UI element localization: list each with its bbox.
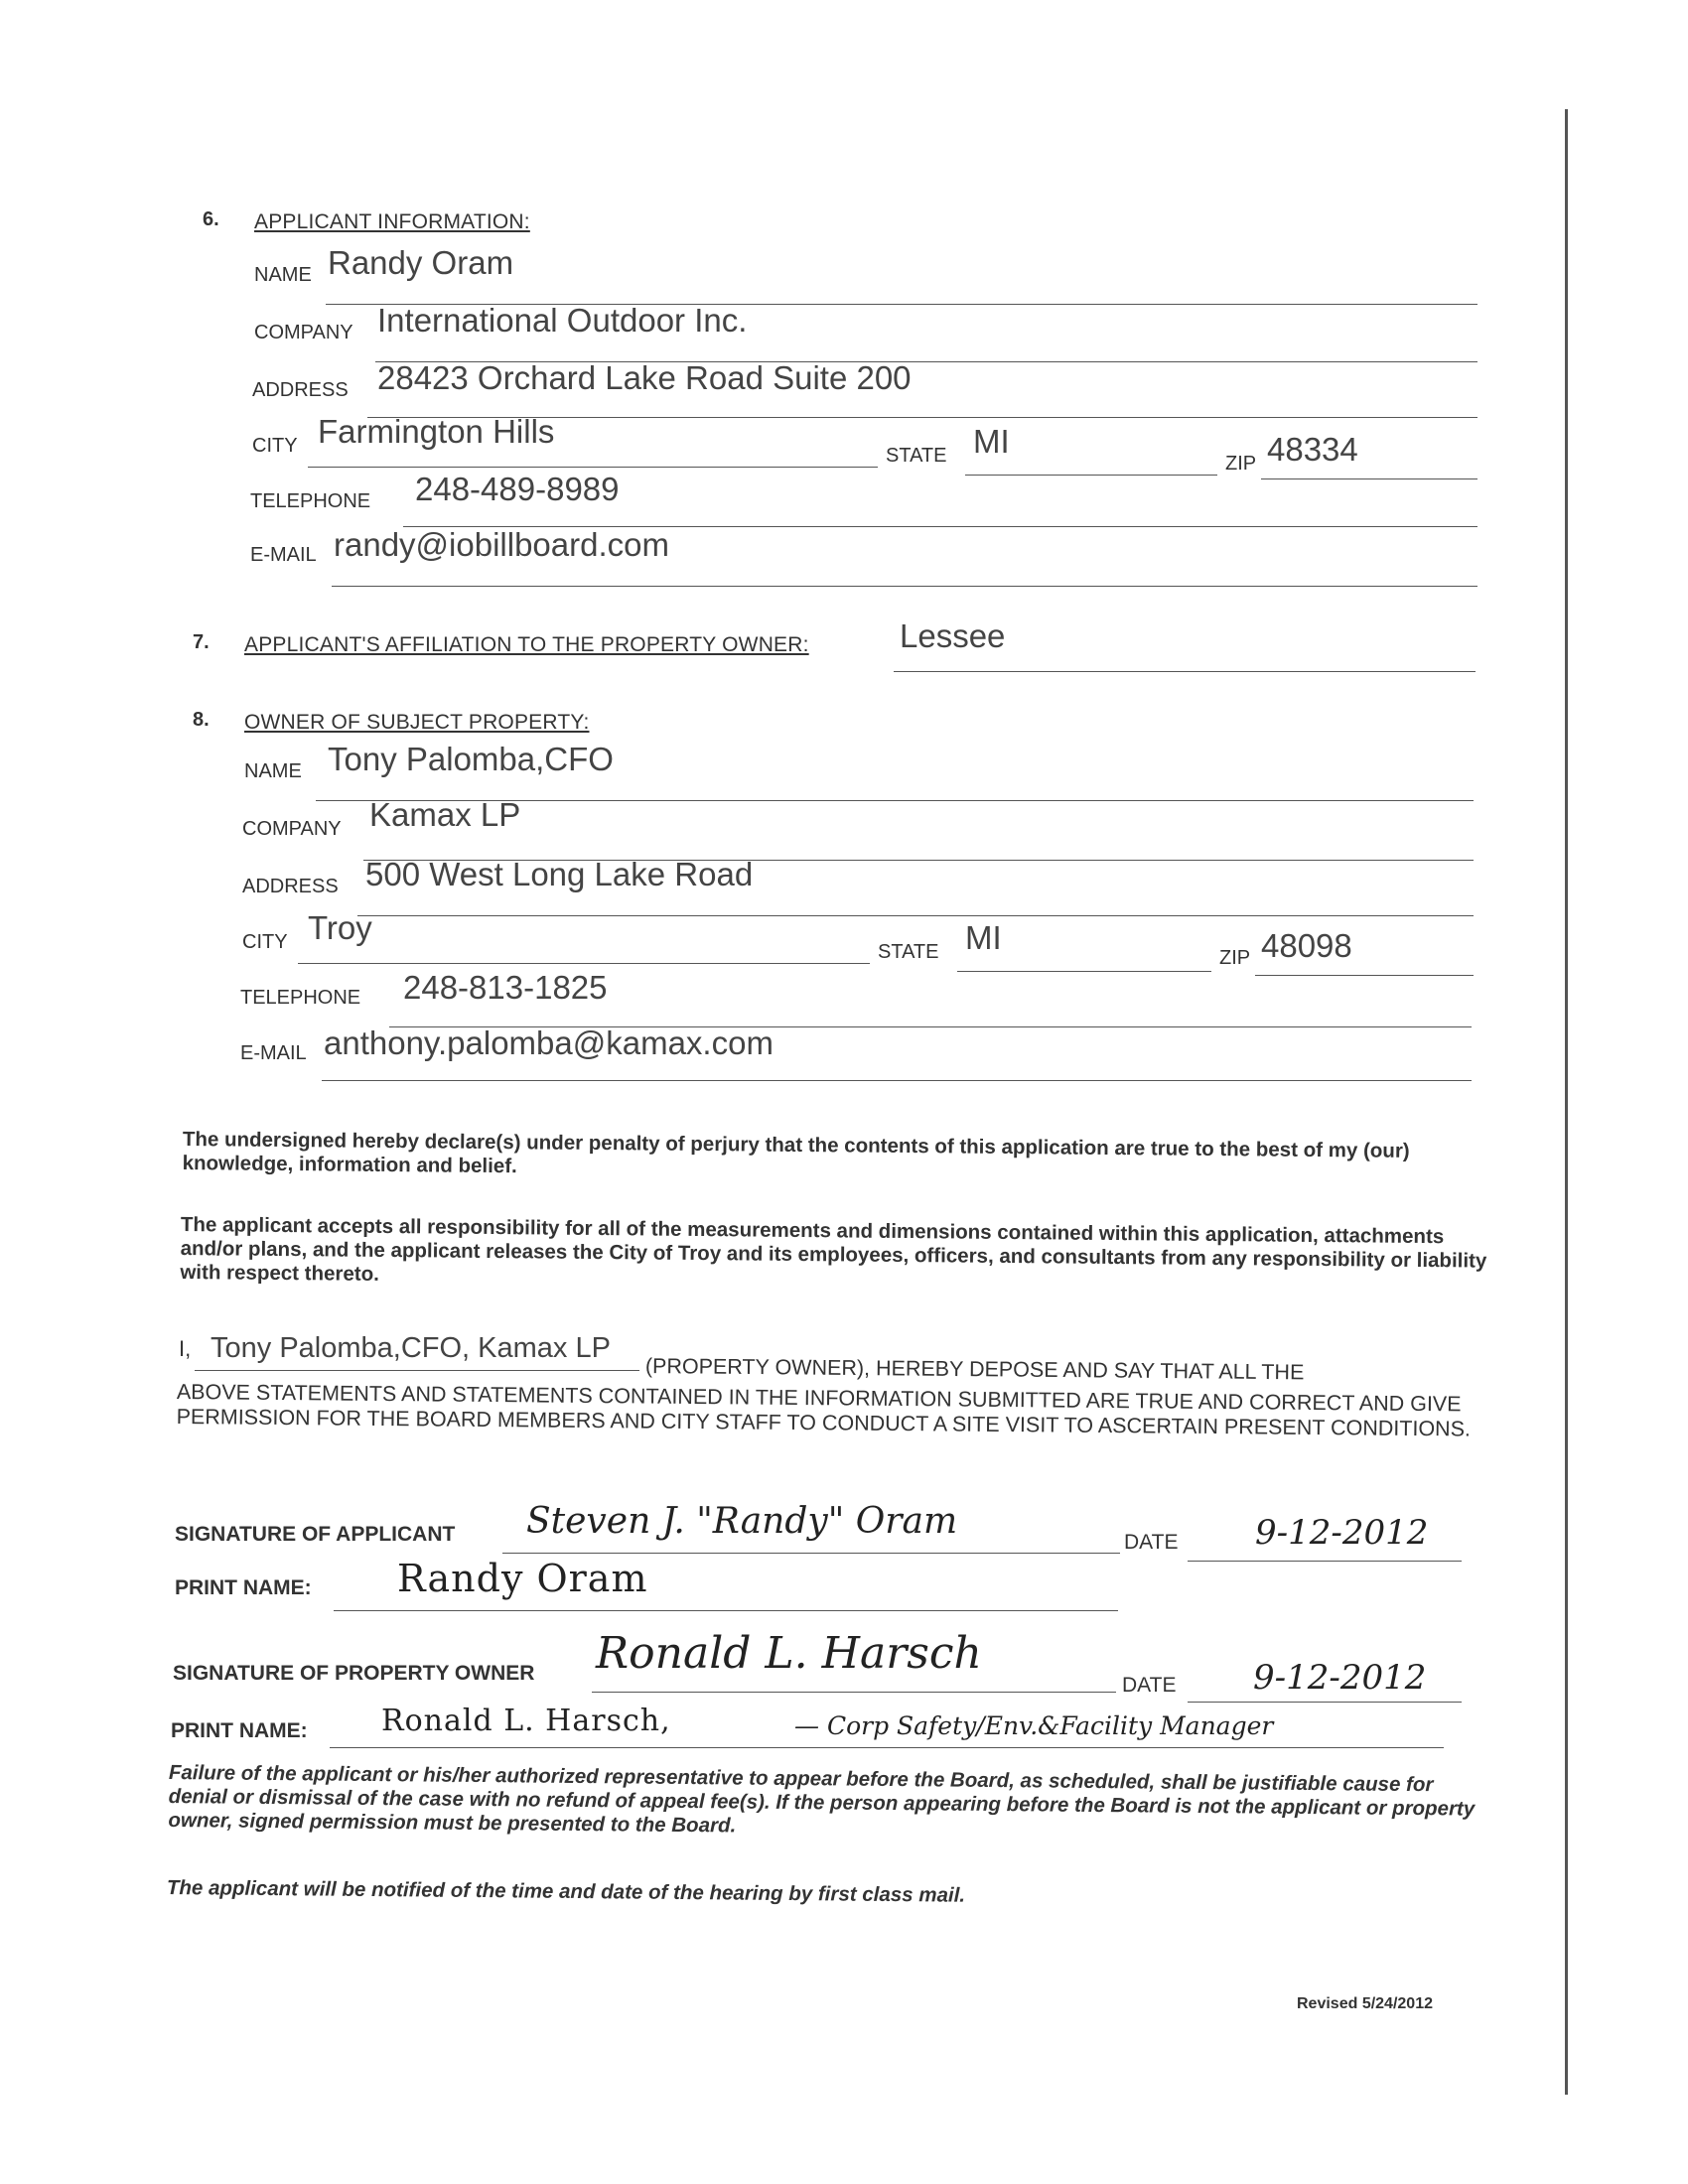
applicant-email-line [332, 586, 1477, 587]
owner-telephone-value[interactable]: 248-813-1825 [403, 969, 608, 1006]
owner-print-name-label: PRINT NAME: [171, 1719, 308, 1742]
failure-notice: Failure of the applicant or his/her authorized representative to appear before the Board, as scheduled, shall be justifiable cause for denial or dismissal of the case with no refund of appeal fee(s). If the person appearing before the Board is not the applicant or property owner, signed permission must be presented to the Board. [168, 1761, 1476, 1838]
section-6-number: 6. [203, 208, 219, 230]
owner-city-value[interactable]: Troy [308, 909, 372, 946]
owner-address-label: ADDRESS [242, 876, 339, 897]
applicant-telephone-label: TELEPHONE [250, 490, 371, 512]
owner-address-value[interactable]: 500 West Long Lake Road [365, 856, 754, 892]
applicant-address-label: ADDRESS [252, 379, 349, 401]
applicant-state-line [965, 475, 1217, 476]
owner-zip-value[interactable]: 48098 [1261, 927, 1352, 964]
applicant-signature-line [502, 1553, 1120, 1554]
depose-text-first: (PROPERTY OWNER), HEREBY DEPOSE AND SAY THAT ALL THE [644, 1354, 1305, 1385]
applicant-date[interactable]: 9-12-2012 [1255, 1513, 1429, 1553]
owner-city-label: CITY [242, 931, 288, 953]
applicant-signature-label: SIGNATURE OF APPLICANT [175, 1523, 456, 1546]
applicant-city-label: CITY [252, 435, 298, 457]
section-7-title: APPLICANT'S AFFILIATION TO THE PROPERTY OWNER: [244, 633, 809, 656]
applicant-print-name[interactable]: Randy Oram [397, 1557, 648, 1600]
applicant-email-label: E-MAIL [250, 544, 317, 566]
owner-address-line [357, 915, 1474, 916]
owner-name-value[interactable]: Tony Palomba,CFO [328, 741, 614, 777]
applicant-address-value[interactable]: 28423 Orchard Lake Road Suite 200 [377, 359, 912, 396]
responsibility-declaration: The applicant accepts all responsibility for all of the measurements and dimensions contained within this application, attachments and/or plans, and the applicant releases the City of Troy and its employees, officers, and consultants from any responsibility or liability with respect thereto. [180, 1213, 1487, 1286]
owner-company-value[interactable]: Kamax LP [369, 796, 521, 833]
applicant-signature[interactable]: Steven J. "Randy" Oram [526, 1501, 958, 1542]
applicant-name-value[interactable]: Randy Oram [328, 244, 514, 281]
page-edge-line [1565, 109, 1568, 2095]
depose-name-line [195, 1370, 639, 1371]
owner-city-line [298, 963, 870, 964]
owner-state-value[interactable]: MI [965, 919, 1002, 956]
owner-date-line [1188, 1702, 1462, 1703]
owner-email-line [322, 1080, 1472, 1081]
owner-date-label: DATE [1122, 1674, 1177, 1697]
section-7-number: 7. [193, 631, 210, 653]
applicant-email-value[interactable]: randy@iobillboard.com [334, 526, 669, 563]
owner-date[interactable]: 9-12-2012 [1253, 1658, 1427, 1698]
revised-date: Revised 5/24/2012 [1297, 1995, 1433, 2012]
applicant-zip-label: ZIP [1225, 453, 1257, 475]
applicant-city-line [308, 467, 878, 468]
hearing-notification: The applicant will be notified of the time and date of the hearing by first class mail. [166, 1876, 966, 1907]
owner-name-label: NAME [244, 760, 302, 782]
owner-company-label: COMPANY [242, 818, 342, 840]
applicant-name-label: NAME [254, 264, 312, 286]
owner-email-label: E-MAIL [240, 1042, 307, 1064]
applicant-print-name-line [334, 1610, 1118, 1611]
applicant-zip-line [1261, 478, 1477, 479]
owner-signature[interactable]: Ronald L. Harsch [596, 1628, 982, 1679]
owner-zip-line [1255, 975, 1474, 976]
applicant-state-label: STATE [886, 445, 947, 467]
owner-signature-label: SIGNATURE OF PROPERTY OWNER [173, 1662, 535, 1685]
owner-email-value[interactable]: anthony.palomba@kamax.com [324, 1024, 774, 1061]
section-8-number: 8. [193, 709, 210, 731]
depose-owner-name[interactable]: Tony Palomba,CFO, Kamax LP [211, 1332, 611, 1364]
applicant-state-value[interactable]: MI [973, 423, 1010, 460]
owner-state-line [957, 971, 1211, 972]
owner-print-name-line [330, 1747, 1444, 1748]
applicant-company-label: COMPANY [254, 322, 353, 343]
applicant-print-name-label: PRINT NAME: [175, 1576, 312, 1599]
applicant-telephone-value[interactable]: 248-489-8989 [415, 471, 620, 507]
owner-print-title[interactable]: — Corp Safety/Env.&Facility Manager [794, 1711, 1274, 1740]
owner-print-name[interactable]: Ronald L. Harsch, [381, 1704, 671, 1738]
owner-signature-line [592, 1692, 1116, 1693]
applicant-company-value[interactable]: International Outdoor Inc. [377, 302, 748, 339]
affiliation-value[interactable]: Lessee [900, 617, 1006, 654]
section-6-title: APPLICANT INFORMATION: [254, 210, 530, 233]
owner-telephone-label: TELEPHONE [240, 987, 361, 1009]
applicant-date-line [1188, 1561, 1462, 1562]
owner-zip-label: ZIP [1219, 947, 1251, 969]
applicant-city-value[interactable]: Farmington Hills [318, 413, 555, 450]
perjury-declaration: The undersigned hereby declare(s) under penalty of perjury that the contents of this application are true to the best of my (our) knowledge, information and belief. [182, 1128, 1410, 1178]
applicant-date-label: DATE [1124, 1531, 1179, 1554]
depose-text-rest: ABOVE STATEMENTS AND STATEMENTS CONTAINED IN THE INFORMATION SUBMITTED ARE TRUE AND CORRECT AND GIVE PERMISSION FOR THE BOARD MEMBERS AND CITY STAFF TO CONDUCT A SITE VISIT TO ASCERTAIN PRESENT CONDITIONS. [176, 1380, 1472, 1441]
depose-prefix: I, [179, 1336, 192, 1361]
applicant-zip-value[interactable]: 48334 [1267, 431, 1358, 468]
owner-state-label: STATE [878, 941, 939, 963]
affiliation-line [894, 671, 1476, 672]
section-8-title: OWNER OF SUBJECT PROPERTY: [244, 711, 590, 734]
